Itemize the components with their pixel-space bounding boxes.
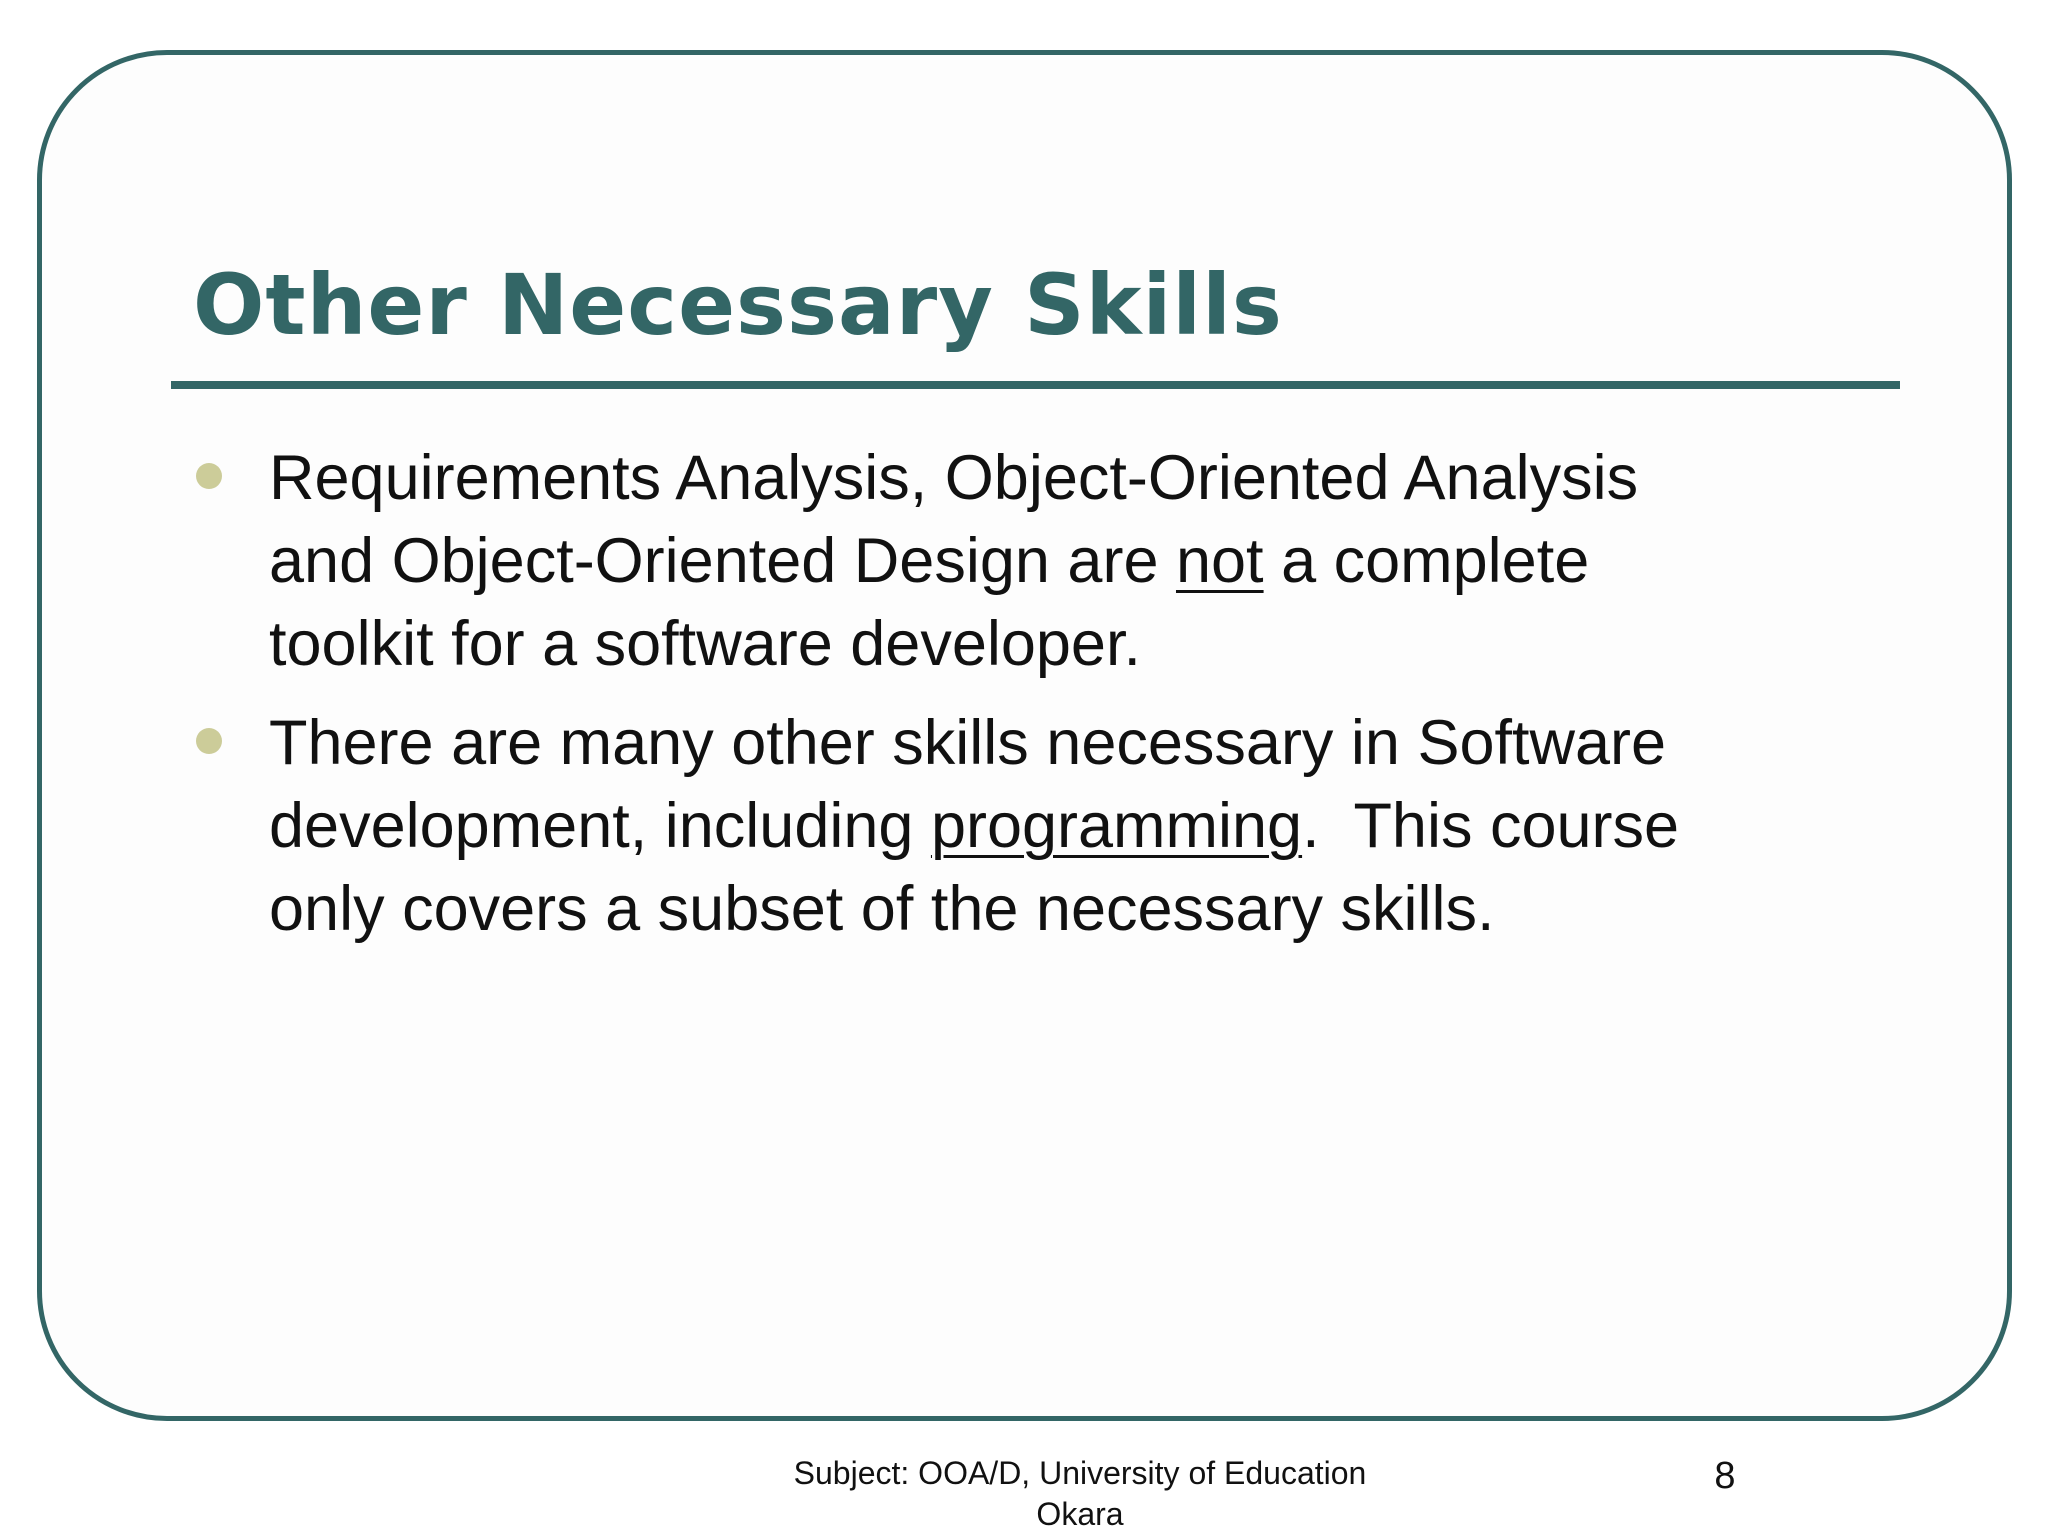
page-number: 8 — [1714, 1455, 1736, 1497]
bullet-dot-icon — [196, 728, 222, 754]
slide-title: Other Necessary Skills — [193, 256, 1283, 354]
footer-subject — [720, 1453, 1440, 1535]
title-underline-rule — [171, 381, 1900, 389]
bullet-line — [269, 868, 1889, 951]
text-segment: development, including — [269, 791, 931, 861]
text-segment: a complete — [1263, 526, 1590, 596]
bullet-line — [269, 603, 1889, 686]
text-segment: There are many other skills necessary in Software — [269, 708, 1667, 778]
bullet-dot-icon — [196, 463, 222, 489]
text-segment: only covers a subset of the necessary skills. — [269, 874, 1495, 944]
text-segment: and Object-Oriented Design are — [269, 526, 1176, 596]
text-segment: Requirements Analysis, Object-Oriented Analysis — [269, 443, 1639, 513]
text-segment: toolkit for a software developer. — [269, 609, 1141, 679]
bullet-line — [269, 702, 1889, 785]
bullet-line — [269, 785, 1889, 868]
text-segment: . This course — [1302, 791, 1680, 861]
footer-subject-line-2: Okara — [1036, 1496, 1124, 1532]
bullet-line — [269, 437, 1889, 520]
underlined-text: not — [1175, 526, 1264, 596]
bullet-text — [269, 437, 1889, 686]
footer-subject-line-1: Subject: OOA/D, University of Education — [793, 1455, 1367, 1491]
bullet-text — [269, 702, 1889, 951]
bullet-line — [269, 520, 1889, 603]
underlined-text: programming — [930, 791, 1303, 861]
